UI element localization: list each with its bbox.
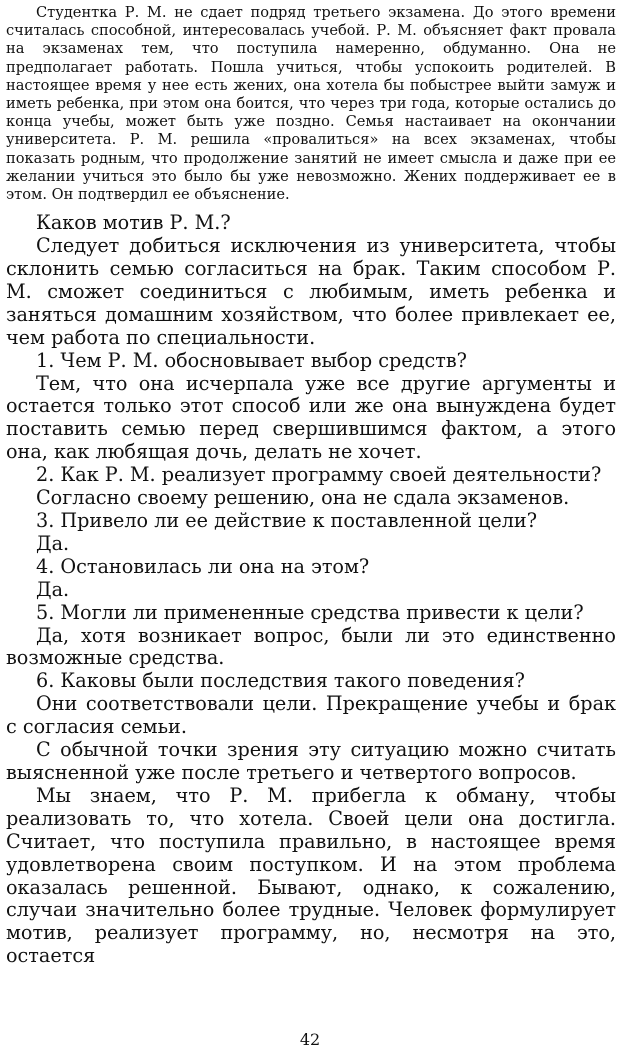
paragraph: 4. Остановилась ли она на этом? <box>36 554 370 578</box>
paragraph: 5. Могли ли примененные средства привести к цели? <box>36 600 584 624</box>
paragraph: Следует добиться исключения из университета, чтобы склонить семью согласиться на брак. Таким способом Р. М. сможет соединиться с любимым, иметь ребенка и заняться домашним хозяйством, что более привлекает ее, чем работа по специальности. <box>6 234 616 349</box>
paragraph: 1. Чем Р. М. обосновывает выбор средств? <box>36 348 467 372</box>
paragraph: Согласно своему решению, она не сдала экзаменов. <box>36 486 570 510</box>
paragraph: Каков мотив Р. М.? <box>36 211 231 235</box>
main-text <box>6 212 616 968</box>
paragraph: 2. Как Р. М. реализует программу своей деятельности? <box>36 463 602 487</box>
paragraph: 6. Каковы были последствия такого поведения? <box>36 669 525 693</box>
paragraph: Тем, что она исчерпала уже все другие аргументы и остается только этот способ или же она вынуждена будет поставить семью перед свершившимся фактом, а этого она, как любящая дочь, делать не хочет. <box>6 371 616 464</box>
paragraph: 3. Привело ли ее действие к поставленной цели? <box>36 509 538 533</box>
paragraph: Да. <box>36 531 70 555</box>
page-number: 42 <box>299 1030 321 1049</box>
paragraph: Мы знаем, что Р. М. прибегла к обману, чтобы реализовать то, что хотела. Своей цели она достигла. Считает, что поступила правильно, в настоящее время удовлетворена своим поступком. И на этом проблема оказалась решенной. Бывают, однако, к сожалению, случаи значительно более трудные. Человек формулирует мотив, реализует программу, но, несмотря на это, остается <box>6 783 616 968</box>
paragraph: Да, хотя возникает вопрос, были ли это единственно возможные средства. <box>6 623 616 670</box>
case-description: Студентка Р. М. не сдает подряд третьего экзамена. До этого времени считалась способной, интересовалась учебой. Р. М. объясняет факт провала на экзаменах тем, что поступила намеренно, обдуманно. Она не предполагает работать. Пошла учиться, чтобы успокоить родителей. В настоящее время у нее есть жених, она хотела бы побыстрее выйти замуж и иметь ребенка, при этом она боится, что через три года, которые остались до конца учебы, может быть уже поздно. Семья настаивает на окончании университета. Р. М. решила «провалиться» на всех экзаменах, чтобы показать родным, что продолжение занятий не имеет смысла и даже при ее желании учиться это было бы уже невозможно. Жених поддерживает ее в этом. Он подтвердил ее объяснение. <box>6 4 616 204</box>
paragraph: Да. <box>36 577 70 601</box>
paragraph: Они соответствовали цели. Прекращение учебы и брак с согласия семьи. <box>6 692 616 739</box>
paragraph: С обычной точки зрения эту ситуацию можно считать выясненной уже после третьего и четвертого вопросов. <box>6 738 616 784</box>
